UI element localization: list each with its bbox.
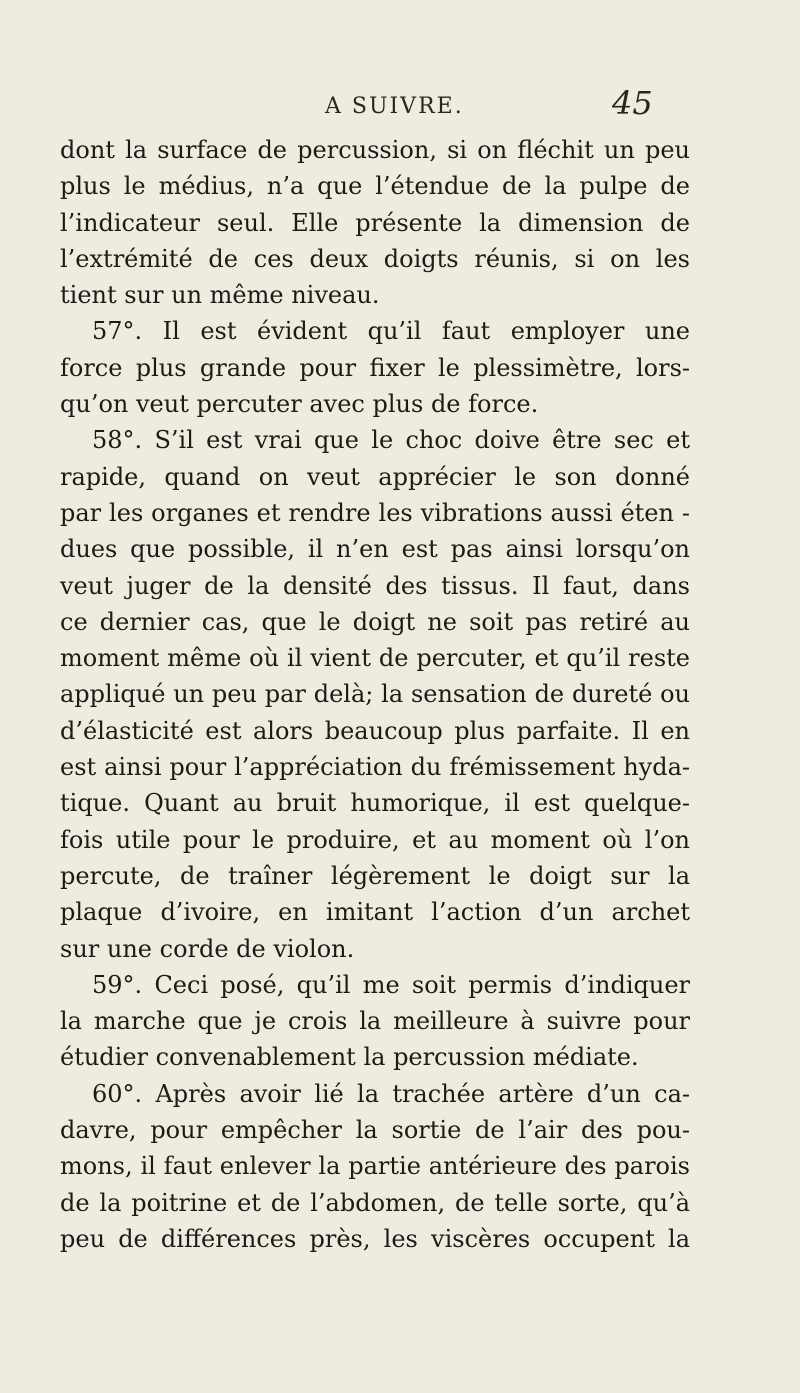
text-line: dont la surface de percussion, si on fléchit un peu: [60, 136, 690, 164]
text-line: d’élasticité est alors beaucoup plus parfaite. Il en: [60, 716, 690, 745]
text-line: davre, pour empêcher la sortie de l’air des pou-: [60, 1116, 690, 1145]
text-line: percute, de traîner légèrement le doigt sur la: [60, 861, 690, 890]
text-line: fois utile pour le produire, et au moment où l’on: [60, 825, 690, 854]
text-line: la marche que je crois la meilleure à suivre pour: [60, 1007, 690, 1036]
text-line: l’extrémité de ces deux doigts réunis, si on les: [60, 244, 690, 273]
text-line: est ainsi pour l’appréciation du frémissement hyda-: [60, 753, 690, 782]
paragraph-60-start: 60°. Après avoir lié la trachée artère d’un ca-: [92, 1079, 690, 1108]
body-text: [60, 132, 690, 1257]
text-line: veut juger de la densité des tissus. Il faut, dans: [60, 571, 690, 600]
text-line: ce dernier cas, que le doigt ne soit pas retiré au: [60, 607, 690, 636]
text-line: appliqué un peu par delà; la sensation de dureté ou: [60, 680, 690, 709]
text-line: plaque d’ivoire, en imitant l’action d’un archet: [60, 898, 690, 927]
text-line: force plus grande pour fixer le plessimètre, lors-: [60, 353, 690, 382]
text-line: par les organes et rendre les vibrations aussi éten -: [60, 498, 690, 527]
text-line: plus le médius, n’a que l’étendue de la pulpe de: [60, 172, 690, 201]
text-line: peu de différences près, les viscères occupent la: [60, 1224, 690, 1253]
page-header: [0, 80, 800, 130]
text-line: tient sur un même niveau.: [60, 281, 380, 310]
text-line: qu’on veut percuter avec plus de force.: [60, 390, 539, 419]
text-line: rapide, quand on veut apprécier le son donné: [60, 462, 690, 491]
running-head: A SUIVRE.: [325, 94, 464, 119]
paragraph-57-start: 57°. Il est évident qu’il faut employer une: [92, 317, 690, 346]
paragraph-59-start: 59°. Ceci posé, qu’il me soit permis d’indiquer: [92, 970, 690, 999]
paragraph-58-start: 58°. S’il est vrai que le choc doive être sec et: [92, 426, 690, 455]
page-number: 45: [612, 84, 653, 122]
text-line: mons, il faut enlever la partie antérieure des parois: [60, 1152, 690, 1181]
text-line: de la poitrine et de l’abdomen, de telle sorte, qu’à: [60, 1188, 690, 1217]
text-line: moment même où il vient de percuter, et qu’il reste: [60, 644, 690, 673]
text-line: dues que possible, il n’en est pas ainsi lorsqu’on: [60, 535, 690, 564]
text-line: étudier convenablement la percussion médiate.: [60, 1043, 639, 1072]
text-line: sur une corde de violon.: [60, 934, 355, 963]
text-line: tique. Quant au bruit humorique, il est quelque-: [60, 789, 690, 818]
text-line: l’indicateur seul. Elle présente la dimension de: [60, 208, 690, 237]
